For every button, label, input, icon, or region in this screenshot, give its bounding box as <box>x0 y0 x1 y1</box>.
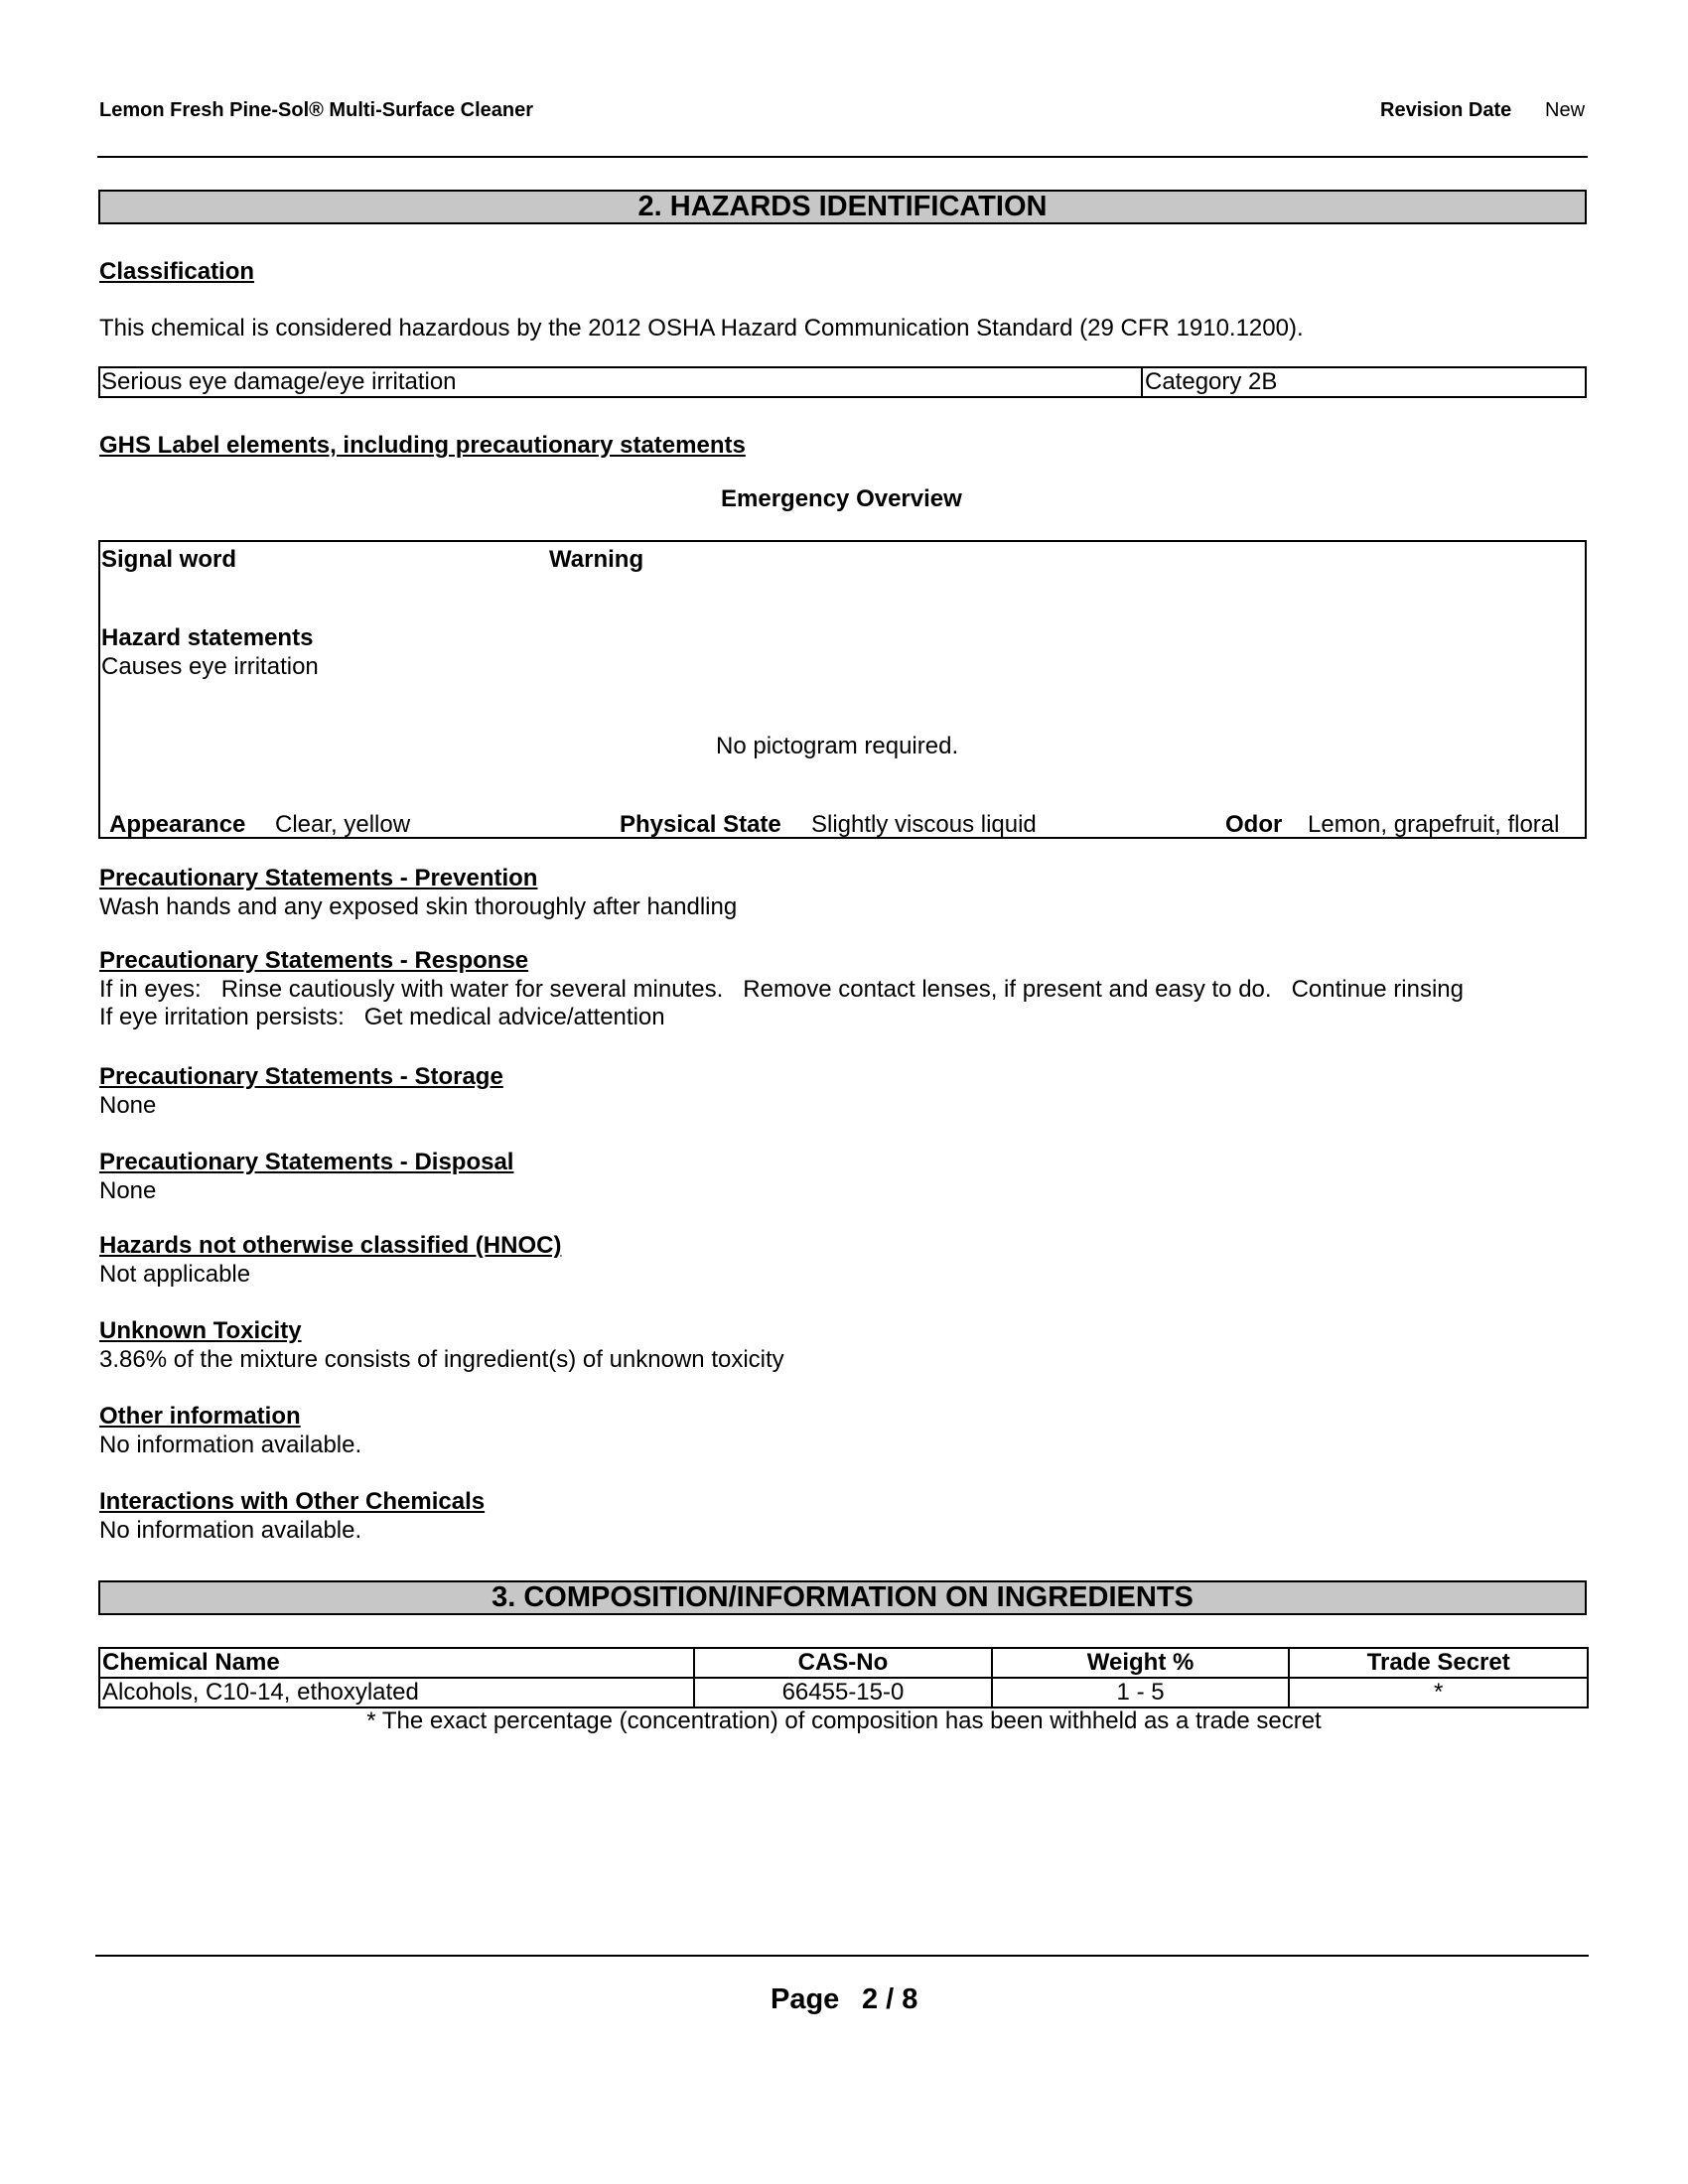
revision-date-value: New <box>1545 99 1586 121</box>
header-rule <box>97 156 1588 158</box>
page-label: Page <box>771 1983 840 2015</box>
prevention-heading: Precautionary Statements - Prevention <box>99 865 538 891</box>
signal-word-label: Signal word <box>101 546 237 573</box>
table-row <box>99 1678 1588 1707</box>
chemical-name-cell: Alcohols, C10-14, ethoxylated <box>99 1678 694 1707</box>
odor-value: Lemon, grapefruit, floral <box>1308 811 1560 838</box>
unknown-toxicity-heading: Unknown Toxicity <box>99 1317 302 1344</box>
classification-divider <box>1141 368 1143 396</box>
col-chemical-name: Chemical Name <box>99 1648 694 1678</box>
appearance-label: Appearance <box>109 811 246 838</box>
appearance-value: Clear, yellow <box>275 811 411 838</box>
product-name: Lemon Fresh Pine-Sol® Multi-Surface Cleaner <box>99 99 534 121</box>
prevention-text: Wash hands and any exposed skin thoroughly after handling <box>99 893 738 920</box>
page-number: 2 / 8 <box>862 1983 918 2015</box>
col-weight: Weight % <box>992 1648 1290 1678</box>
response-line-2: If eye irritation persists: Get medical advice/attention <box>99 1004 665 1030</box>
composition-table <box>98 1647 1589 1708</box>
classification-text: This chemical is considered hazardous by the 2012 OSHA Hazard Communication Standard (29 CFR 1910.1200). <box>99 315 1304 341</box>
unknown-toxicity-text: 3.86% of the mixture consists of ingredient(s) of unknown toxicity <box>99 1346 784 1373</box>
hazard-category: Category 2B <box>1145 368 1278 395</box>
other-info-heading: Other information <box>99 1403 301 1430</box>
response-line-1: If in eyes: Rinse cautiously with water for several minutes. Remove contact lenses, if present and easy to do. Continue rinsing <box>99 976 1464 1003</box>
other-info-text: No information available. <box>99 1432 362 1458</box>
emergency-overview-box <box>98 540 1587 839</box>
storage-text: None <box>99 1092 157 1119</box>
signal-word-value: Warning <box>549 546 644 573</box>
hazard-statements-value: Causes eye irritation <box>101 653 319 680</box>
section-2-title: 2. HAZARDS IDENTIFICATION <box>98 190 1587 224</box>
composition-header-row <box>99 1648 1588 1678</box>
ghs-heading: GHS Label elements, including precautionary statements <box>99 432 746 459</box>
storage-heading: Precautionary Statements - Storage <box>99 1063 503 1090</box>
emergency-overview-title: Emergency Overview <box>721 485 962 512</box>
footer-rule <box>95 1955 1589 1957</box>
odor-label: Odor <box>1225 811 1283 838</box>
pictogram-note: No pictogram required. <box>716 733 959 759</box>
response-heading: Precautionary Statements - Response <box>99 947 529 974</box>
weight-cell: 1 - 5 <box>992 1678 1290 1707</box>
hnoc-heading: Hazards not otherwise classified (HNOC) <box>99 1232 562 1259</box>
physical-state-label: Physical State <box>620 811 781 838</box>
cas-no-cell: 66455-15-0 <box>694 1678 992 1707</box>
classification-heading: Classification <box>99 258 255 285</box>
hazard-class: Serious eye damage/eye irritation <box>101 368 457 395</box>
hnoc-text: Not applicable <box>99 1261 251 1288</box>
interactions-heading: Interactions with Other Chemicals <box>99 1488 486 1515</box>
trade-secret-cell: * <box>1289 1678 1588 1707</box>
section-3-title: 3. COMPOSITION/INFORMATION ON INGREDIENTS <box>98 1580 1587 1615</box>
hazard-statements-label: Hazard statements <box>101 624 314 651</box>
disposal-heading: Precautionary Statements - Disposal <box>99 1149 514 1175</box>
col-cas-no: CAS-No <box>694 1648 992 1678</box>
physical-state-value: Slightly viscous liquid <box>811 811 1037 838</box>
trade-secret-footnote: * The exact percentage (concentration) of composition has been withheld as a trade secret <box>366 1707 1322 1734</box>
revision-date-label: Revision Date <box>1380 99 1512 121</box>
classification-row <box>98 366 1587 398</box>
col-trade-secret: Trade Secret <box>1289 1648 1588 1678</box>
disposal-text: None <box>99 1177 157 1204</box>
interactions-text: No information available. <box>99 1517 362 1544</box>
